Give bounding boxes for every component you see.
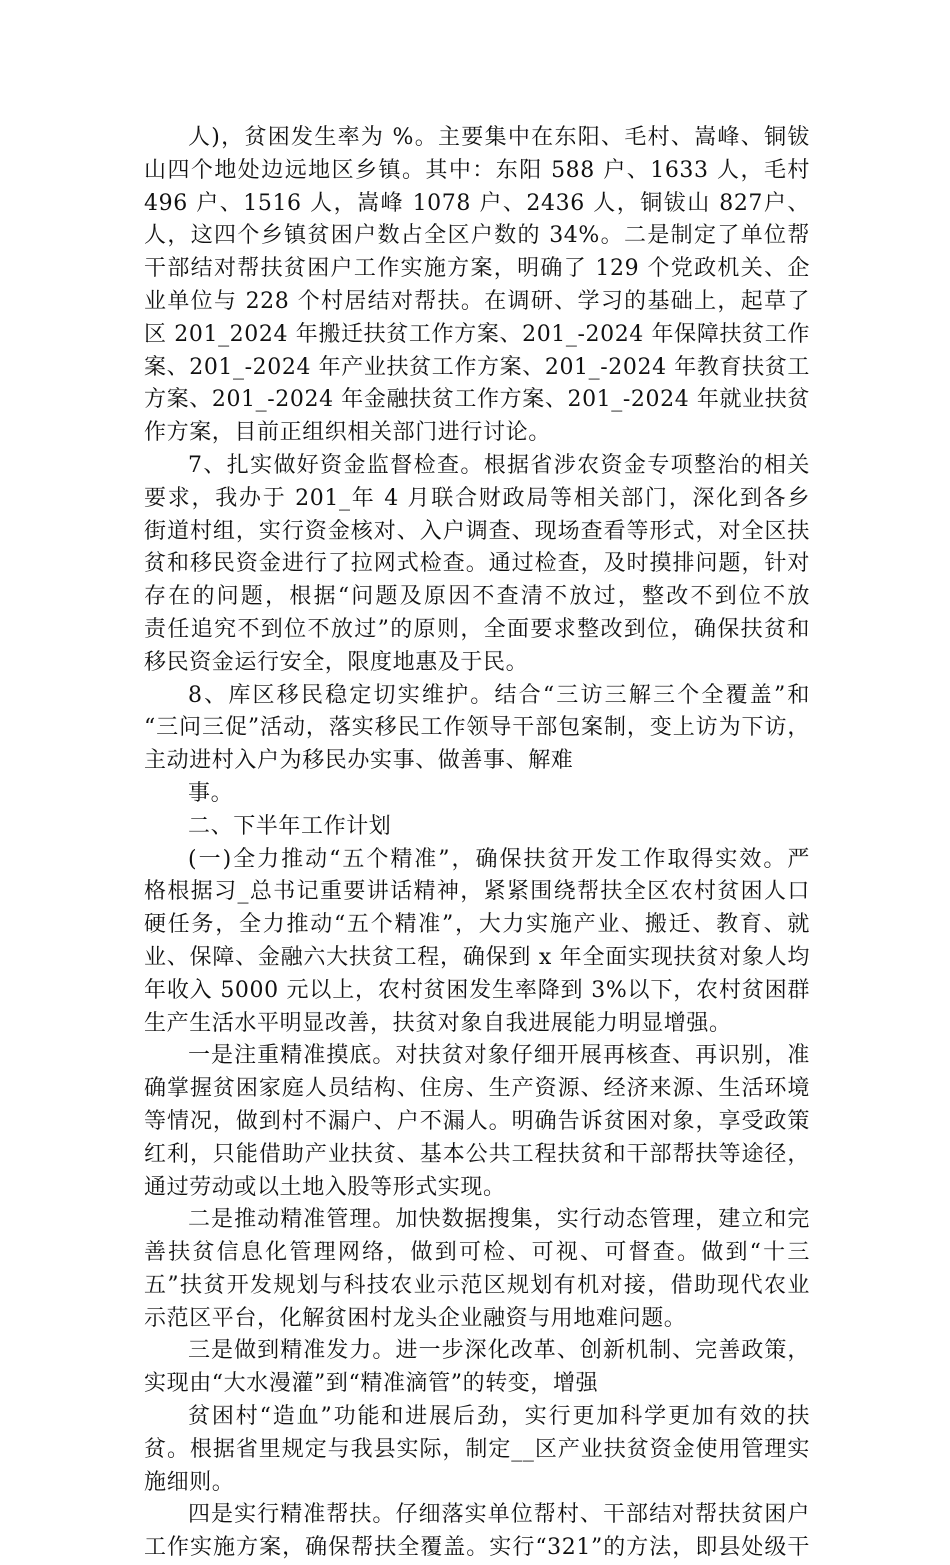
text-line: 区 201_2024 年搬迁扶贫工作方案、201_-2024 年保障扶贫工作 xyxy=(144,321,810,347)
document-body xyxy=(144,122,810,1565)
text-line: 移民资金运行安全，限度地惠及于民。 xyxy=(144,649,529,675)
text-line: 案、201_-2024 年产业扶贫工作方案、201_-2024 年教育扶贫工 xyxy=(144,354,810,380)
text-line: 硬任务，全力推动“五个精准”，大力实施产业、搬迁、教育、就 xyxy=(144,912,810,938)
text-line: 善扶贫信息化管理网络，做到可检、可视、可督查。做到“十三 xyxy=(144,1240,810,1266)
text-line: 业单位与 228 个村居结对帮扶。在调研、学习的基础上，起草了 xyxy=(144,288,810,314)
text-line: 三是做到精准发力。进一步深化改革、创新机制、完善政策， xyxy=(188,1338,810,1364)
text-line: 通过劳动或以土地入股等形式实现。 xyxy=(144,1174,506,1200)
text-line: 贫。根据省里规定与我县实际，制定__区产业扶贫资金使用管理实 xyxy=(144,1436,810,1462)
text-line: 确掌握贫困家庭人员结构、住房、生产资源、经济来源、生活环境 xyxy=(144,1076,810,1102)
text-line: 红利，只能借助产业扶贫、基本公共工程扶贫和干部帮扶等途径， xyxy=(144,1141,810,1167)
text-line: 二、下半年工作计划 xyxy=(188,813,392,839)
text-line: 年收入 5000 元以上，农村贫困发生率降到 3%以下，农村贫困群 xyxy=(144,977,810,1003)
text-line: 干部结对帮扶贫困户工作实施方案，明确了 129 个党政机关、企 xyxy=(144,256,810,282)
text-line: 贫和移民资金进行了拉网式检查。通过检查，及时摸排问题，针对 xyxy=(144,551,810,577)
text-line: 示范区平台，化解贫困村龙头企业融资与用地难问题。 xyxy=(144,1305,687,1331)
text-line: 人，这四个乡镇贫困户数占全区户数的 34%。二是制定了单位帮 xyxy=(144,223,810,249)
text-line: 格根据习_总书记重要讲话精神，紧紧围绕帮扶全区农村贫困人口 xyxy=(144,879,810,905)
text-line: 业、保障、金融六大扶贫工程，确保到 x 年全面实现扶贫对象人均 xyxy=(144,944,810,970)
text-line: 一是注重精准摸底。对扶贫对象仔细开展再核查、再识别，准 xyxy=(188,1043,810,1069)
text-line: 等情况，做到村不漏户、户不漏人。明确告诉贫困对象，享受政策 xyxy=(144,1108,810,1134)
text-line: 7、扎实做好资金监督检查。根据省涉农资金专项整治的相关 xyxy=(188,452,810,478)
text-line: 496 户、1516 人，嵩峰 1078 户、2436 人，铜钹山 827户、 xyxy=(144,190,810,216)
text-line: 事。 xyxy=(188,780,234,806)
text-line: 山四个地处边远地区乡镇。其中：东阳 588 户、1633 人，毛村 xyxy=(144,157,810,183)
text-line: 生产生活水平明显改善，扶贫对象自我进展能力明显增强。 xyxy=(144,1010,732,1036)
text-line: 实现由“大水漫灌”到“精准滴管”的转变，增强 xyxy=(144,1371,599,1397)
text-line: 五”扶贫开发规划与科技农业示范区规划有机对接，借助现代农业 xyxy=(144,1272,810,1298)
text-line: 贫困村“造血”功能和进展后劲，实行更加科学更加有效的扶 xyxy=(188,1404,810,1430)
text-line: 作方案，目前正组织相关部门进行讨论。 xyxy=(144,420,551,446)
text-line: 方案、201_-2024 年金融扶贫工作方案、201_-2024 年就业扶贫 xyxy=(144,387,810,413)
text-line: 施细则。 xyxy=(144,1469,235,1495)
text-line: 街道村组，实行资金核对、入户调查、现场查看等形式，对全区扶 xyxy=(144,518,810,544)
text-line: 8、库区移民稳定切实维护。结合“三访三解三个全覆盖”和 xyxy=(188,682,810,708)
text-line: 二是推动精准管理。加快数据搜集，实行动态管理，建立和完 xyxy=(188,1207,810,1233)
text-line: 存在的问题，根据“问题及原因不查清不放过，整改不到位不放 xyxy=(144,584,810,610)
text-line: (一)全力推动“五个精准”，确保扶贫开发工作取得实效。严 xyxy=(188,846,810,872)
text-line: 四是实行精准帮扶。仔细落实单位帮村、干部结对帮扶贫困户 xyxy=(188,1502,810,1528)
text-line: 要求，我办于 201_年 4 月联合财政局等相关部门，深化到各乡 xyxy=(144,485,810,511)
text-line: 主动进村入户为移民办实事、做善事、解难 xyxy=(144,748,574,774)
text-line: 责任追究不到位不放过”的原则，全面要求整改到位，确保扶贫和 xyxy=(144,616,810,642)
text-line: 工作实施方案，确保帮扶全覆盖。实行“321”的方法，即县处级干 xyxy=(144,1535,810,1561)
text-line: “三问三促”活动，落实移民工作领导干部包案制，变上访为下访， xyxy=(144,715,810,741)
text-line: 人)，贫困发生率为 %。主要集中在东阳、毛村、嵩峰、铜钹 xyxy=(188,125,810,150)
